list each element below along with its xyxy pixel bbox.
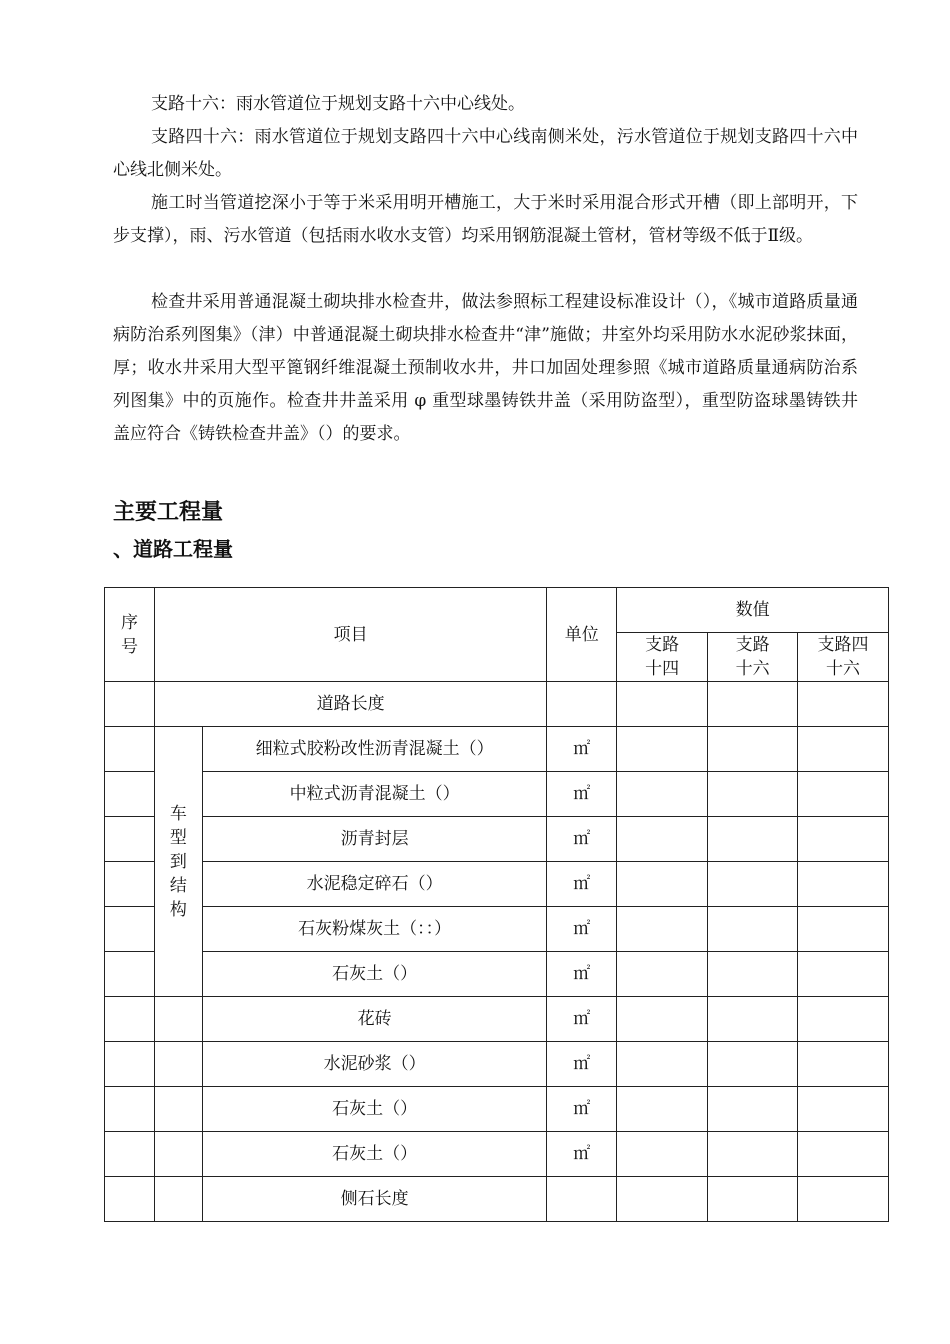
unit-cell: ㎡ bbox=[547, 1132, 617, 1177]
table-row bbox=[105, 682, 889, 727]
value-cell bbox=[798, 817, 889, 862]
paragraph-branch-16: 支路十六：雨水管道位于规划支路十六中心线处。 bbox=[151, 94, 525, 114]
table-row bbox=[105, 862, 889, 907]
value-cell bbox=[617, 1177, 708, 1222]
table-row bbox=[105, 1132, 889, 1177]
unit-cell: ㎡ bbox=[547, 952, 617, 997]
table-row bbox=[105, 1177, 889, 1222]
group-label-cell: 车型到结构 bbox=[154, 727, 202, 997]
table-row bbox=[105, 907, 889, 952]
group-cell bbox=[154, 1132, 202, 1177]
value-cell bbox=[708, 727, 798, 772]
seq-cell bbox=[105, 1177, 155, 1222]
item-cell: 石灰土（） bbox=[202, 1132, 546, 1177]
seq-cell bbox=[105, 1042, 155, 1087]
group-cell bbox=[154, 1177, 202, 1222]
paragraph-construction: 施工时当管道挖深小于等于米采用明开槽施工，大于米时采用混合形式开槽（即上部明开，下步支撑），雨、污水管道（包括雨水收水支管）均采用钢筋混凝土管材，管材等级不低于Ⅱ级。 bbox=[113, 193, 858, 246]
unit-cell: ㎡ bbox=[547, 862, 617, 907]
value-cell bbox=[708, 907, 798, 952]
table-row bbox=[105, 727, 889, 772]
unit-cell: ㎡ bbox=[547, 907, 617, 952]
value-cell bbox=[617, 952, 708, 997]
paragraph-branch-46: 支路四十六：雨水管道位于规划支路四十六中心线南侧米处，污水管道位于规划支路四十六中心线北侧米处。 bbox=[113, 127, 858, 180]
value-cell bbox=[617, 1132, 708, 1177]
heading-road-quantities: 、道路工程量 bbox=[113, 537, 233, 561]
seq-cell bbox=[105, 1132, 155, 1177]
quantity-table bbox=[104, 587, 889, 1222]
unit-cell: ㎡ bbox=[547, 1042, 617, 1087]
header-item: 项目 bbox=[154, 588, 546, 682]
value-cell bbox=[617, 817, 708, 862]
value-cell bbox=[708, 1177, 798, 1222]
item-cell: 细粒式胶粉改性沥青混凝土（） bbox=[202, 727, 546, 772]
unit-cell bbox=[547, 1177, 617, 1222]
table-row bbox=[105, 772, 889, 817]
value-cell bbox=[798, 772, 889, 817]
unit-cell: ㎡ bbox=[547, 817, 617, 862]
heading-main-quantities: 主要工程量 bbox=[113, 500, 224, 525]
seq-cell bbox=[105, 1087, 155, 1132]
value-cell bbox=[798, 1132, 889, 1177]
value-cell bbox=[708, 682, 798, 727]
item-cell: 沥青封层 bbox=[202, 817, 546, 862]
value-cell bbox=[708, 772, 798, 817]
value-cell bbox=[798, 682, 889, 727]
value-cell bbox=[708, 862, 798, 907]
seq-cell bbox=[105, 997, 155, 1042]
value-cell bbox=[708, 1132, 798, 1177]
value-cell bbox=[798, 1042, 889, 1087]
value-cell bbox=[617, 682, 708, 727]
table-row bbox=[105, 952, 889, 997]
value-cell bbox=[798, 952, 889, 997]
paragraph-inspection-well: 检查井采用普通混凝土砌块排水检查井，做法参照标工程建设标准设计（），《城市道路质量通病防治系列图集》（津）中普通混凝土砌块排水检查井“津”施做；井室外均采用防水水泥砂浆抹面，厚；收水井采用大型平篦钢纤维混凝土预制收水井，井口加固处理参照《城市道路质量通病防治系列图集》中的页施作。检查井井盖采用 φ 重型球墨铸铁井盖（采用防盗型），重型防盗球墨铸铁井盖应符合《铸铁检查井盖》（）的要求。 bbox=[113, 292, 858, 444]
value-cell bbox=[708, 1042, 798, 1087]
item-cell: 石灰土（） bbox=[202, 952, 546, 997]
item-cell: 水泥砂浆（） bbox=[202, 1042, 546, 1087]
seq-cell bbox=[105, 817, 155, 862]
seq-cell bbox=[105, 952, 155, 997]
header-road-46: 支路四十六 bbox=[798, 633, 889, 682]
value-cell bbox=[798, 907, 889, 952]
unit-cell: ㎡ bbox=[547, 772, 617, 817]
group-cell bbox=[154, 1087, 202, 1132]
unit-cell: ㎡ bbox=[547, 727, 617, 772]
header-seq: 序号 bbox=[105, 588, 155, 682]
header-road-14: 支路十四 bbox=[617, 633, 708, 682]
item-cell: 水泥稳定碎石（） bbox=[202, 862, 546, 907]
value-cell bbox=[617, 997, 708, 1042]
value-cell bbox=[617, 727, 708, 772]
item-cell: 花砖 bbox=[202, 997, 546, 1042]
value-cell bbox=[708, 1087, 798, 1132]
unit-cell: ㎡ bbox=[547, 997, 617, 1042]
table-row bbox=[105, 817, 889, 862]
table-row bbox=[105, 997, 889, 1042]
value-cell bbox=[798, 997, 889, 1042]
value-cell bbox=[617, 907, 708, 952]
table-row bbox=[105, 1087, 889, 1132]
item-cell: 石灰土（） bbox=[202, 1087, 546, 1132]
seq-cell bbox=[105, 772, 155, 817]
unit-cell: ㎡ bbox=[547, 1087, 617, 1132]
header-value: 数值 bbox=[617, 588, 889, 633]
seq-cell bbox=[105, 907, 155, 952]
value-cell bbox=[708, 817, 798, 862]
value-cell bbox=[617, 1042, 708, 1087]
header-road-16: 支路十六 bbox=[708, 633, 798, 682]
group-cell bbox=[154, 997, 202, 1042]
header-unit: 单位 bbox=[547, 588, 617, 682]
item-cell: 石灰粉煤灰土（：：） bbox=[202, 907, 546, 952]
table-header-row bbox=[105, 588, 889, 633]
value-cell bbox=[798, 1087, 889, 1132]
value-cell bbox=[798, 862, 889, 907]
item-cell: 道路长度 bbox=[154, 682, 546, 727]
table-row bbox=[105, 1042, 889, 1087]
seq-cell bbox=[105, 862, 155, 907]
item-cell: 侧石长度 bbox=[202, 1177, 546, 1222]
seq-cell bbox=[105, 682, 155, 727]
value-cell bbox=[617, 862, 708, 907]
group-cell bbox=[154, 1042, 202, 1087]
value-cell bbox=[798, 1177, 889, 1222]
value-cell bbox=[708, 952, 798, 997]
value-cell bbox=[617, 1087, 708, 1132]
value-cell bbox=[617, 772, 708, 817]
item-cell: 中粒式沥青混凝土（） bbox=[202, 772, 546, 817]
unit-cell bbox=[547, 682, 617, 727]
value-cell bbox=[708, 997, 798, 1042]
value-cell bbox=[798, 727, 889, 772]
seq-cell bbox=[105, 727, 155, 772]
